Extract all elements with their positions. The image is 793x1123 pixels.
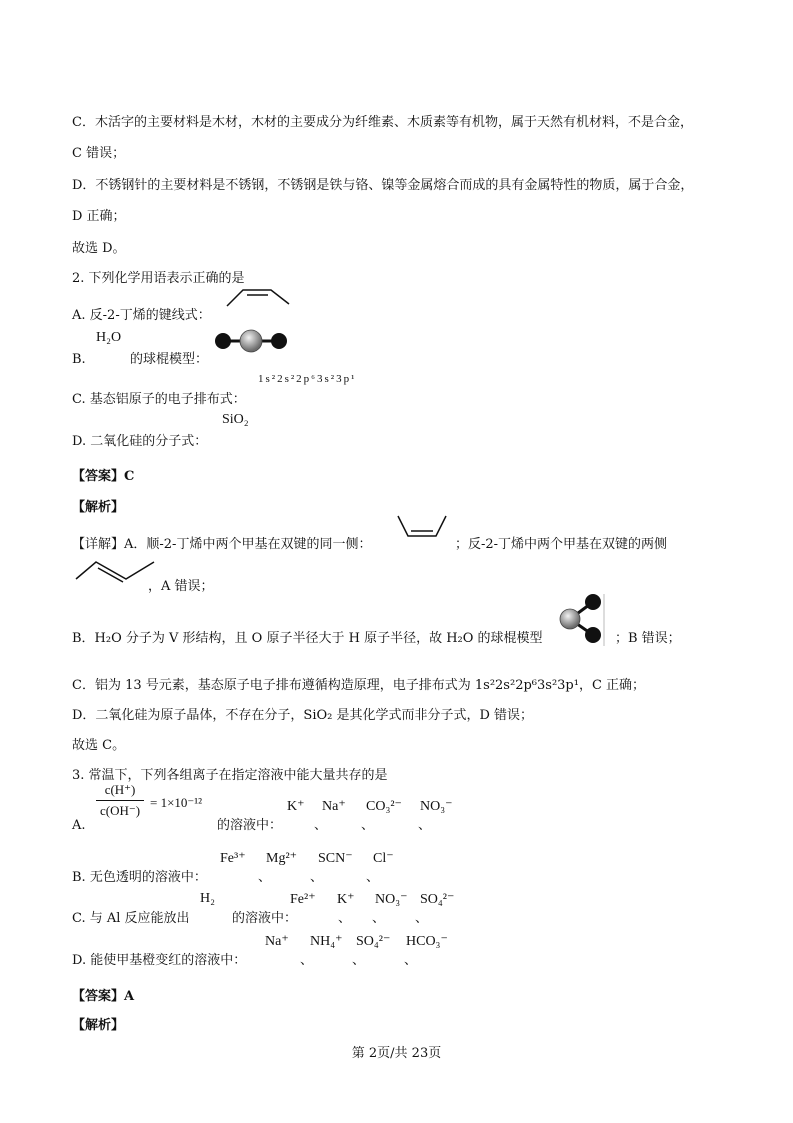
separator: 、 bbox=[366, 870, 380, 885]
separator: 、 bbox=[418, 818, 432, 833]
option-c-ion-4: SO₄²⁻ bbox=[420, 892, 455, 907]
separator: 、 bbox=[361, 818, 375, 833]
concentration-ratio-fraction bbox=[96, 782, 144, 819]
question-2-option-b-label: B. bbox=[72, 352, 86, 367]
question-3-option-d: D. 能使甲基橙变红的溶液中： bbox=[72, 953, 247, 968]
option-c-line: C．木活字的主要材料是木材，木材的主要成分为纤维素、木质素等有机物，属于天然有机材料，不是合金， bbox=[72, 115, 693, 130]
question-2-title: 2. 下列化学用语表示正确的是 bbox=[72, 271, 245, 286]
separator: 、 bbox=[352, 953, 366, 968]
option-c-ion-2: K⁺ bbox=[337, 892, 355, 907]
option-d-continuation: D 正确； bbox=[72, 209, 126, 224]
sio2-formula: SiO₂ bbox=[222, 412, 249, 427]
separator: 、 bbox=[300, 953, 314, 968]
separator: 、 bbox=[314, 818, 328, 833]
detail-d: D．二氧化硅为原子晶体，不存在分子，SiO₂ 是其化学式而非分子式，D 错误； bbox=[72, 708, 534, 723]
al-electron-config-formula: 1s²2s²2p⁶3s²3p¹ bbox=[258, 373, 357, 385]
analysis-label-1: 【解析】 bbox=[72, 500, 125, 515]
question-3-option-c-part1: C. 与 Al 反应能放出 bbox=[72, 911, 190, 926]
question-3-option-a-label: A. bbox=[72, 818, 86, 833]
question-2-option-a: A. 反-2-丁烯的键线式： bbox=[72, 308, 211, 323]
option-c-ion-3: NO₃⁻ bbox=[375, 892, 408, 907]
option-a-ion-3: CO₃²⁻ bbox=[366, 799, 402, 814]
question-2-option-b-text: 的球棍模型： bbox=[130, 352, 209, 367]
fraction-denominator: c(OH⁻) bbox=[100, 803, 141, 818]
separator: 、 bbox=[404, 953, 418, 968]
option-a-ion-2: Na⁺ bbox=[322, 799, 346, 814]
option-d-ion-4: HCO₃⁻ bbox=[406, 934, 448, 949]
answer-label-1: 【答案】C bbox=[72, 469, 135, 484]
option-b-ion-1: Fe³⁺ bbox=[220, 851, 246, 866]
option-d-ion-3: SO₄²⁻ bbox=[356, 934, 391, 949]
question-3-title: 3. 常温下，下列各组离子在指定溶液中能大量共存的是 bbox=[72, 768, 388, 783]
detail-a-part1: 【详解】A．顺-2-丁烯中两个甲基在双键的同一侧： bbox=[72, 537, 372, 552]
fraction-value: = 1×10⁻¹² bbox=[150, 795, 203, 810]
option-d-ion-2: NH₄⁺ bbox=[310, 934, 343, 949]
h2o-linear-ball-model-icon bbox=[213, 329, 289, 353]
question-3-option-c-part2: 的溶液中： bbox=[232, 911, 298, 926]
question-3-option-a-text: 的溶液中： bbox=[217, 818, 283, 833]
choose-c: 故选 C。 bbox=[72, 738, 126, 753]
detail-c: C．铝为 13 号元素，基态原子电子排布遵循构造原理，电子排布式为 1s²2s²2p⁶3s²3p¹，C 正确； bbox=[72, 678, 646, 693]
detail-a-part2: ；反-2-丁烯中两个甲基在双键的两侧 bbox=[455, 537, 668, 552]
option-b-ion-2: Mg²⁺ bbox=[266, 851, 298, 866]
fraction-numerator: c(H⁺) bbox=[96, 782, 144, 801]
question-3-option-b: B. 无色透明的溶液中： bbox=[72, 870, 207, 885]
h2o-formula: H₂O bbox=[96, 330, 122, 345]
option-c-continuation: C 错误； bbox=[72, 146, 126, 161]
option-b-ion-3: SCN⁻ bbox=[318, 851, 353, 866]
option-a-ion-4: NO₃⁻ bbox=[420, 799, 453, 814]
separator: 、 bbox=[258, 870, 272, 885]
h2o-bent-ball-model-icon bbox=[556, 592, 608, 648]
detail-a-part3: ，A 错误； bbox=[148, 579, 214, 594]
option-b-ion-4: Cl⁻ bbox=[373, 851, 394, 866]
separator: 、 bbox=[372, 911, 386, 926]
detail-b-part1: B．H₂O 分子为 V 形结构，且 O 原子半径大于 H 原子半径，故 H₂O 的球棍模型 bbox=[72, 631, 543, 646]
trans-butene-skeletal-icon-2 bbox=[74, 558, 158, 582]
question-2-option-c: C. 基态铝原子的电子排布式： bbox=[72, 392, 246, 407]
question-2-option-d: D. 二氧化硅的分子式： bbox=[72, 434, 208, 449]
detail-b-part2: ；B 错误； bbox=[615, 631, 681, 646]
h2-formula: H₂ bbox=[200, 891, 215, 906]
option-d-ion-1: Na⁺ bbox=[265, 934, 289, 949]
separator: 、 bbox=[338, 911, 352, 926]
option-c-ion-1: Fe²⁺ bbox=[290, 892, 316, 907]
page-footer: 第 2页/共 23页 bbox=[351, 1046, 442, 1061]
choose-d: 故选 D。 bbox=[72, 241, 126, 256]
separator: 、 bbox=[415, 911, 429, 926]
option-a-ion-1: K⁺ bbox=[287, 799, 305, 814]
cis-butene-skeletal-icon bbox=[396, 514, 450, 540]
analysis-label-2: 【解析】 bbox=[72, 1018, 125, 1033]
trans-butene-skeletal-icon bbox=[225, 286, 295, 308]
separator: 、 bbox=[310, 870, 324, 885]
option-d-line: D．不锈钢针的主要材料是不锈钢，不锈钢是铁与铬、镍等金属熔合而成的具有金属特性的物质，属于合金， bbox=[72, 178, 694, 193]
answer-label-2: 【答案】A bbox=[72, 989, 135, 1004]
